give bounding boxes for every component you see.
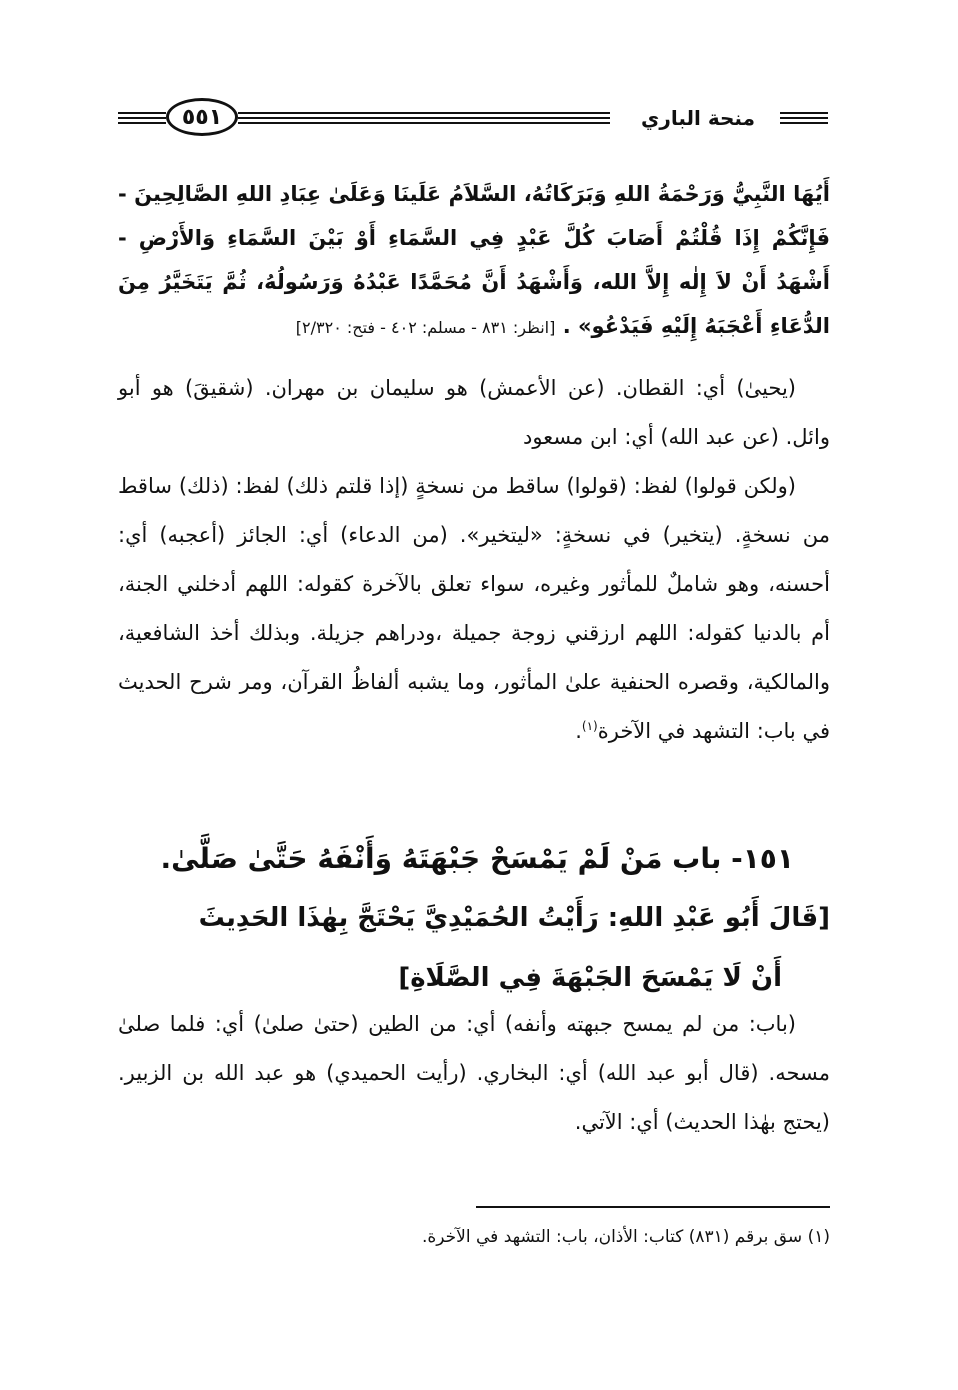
footnote-marker[interactable]: (١) bbox=[581, 719, 598, 733]
commentary-1-text: (يحيىٰ) أي: القطان. (عن الأعمش) هو سليمان بن مهران. (شقيقَ) هو أبو وائل. (عن عبد الله) أي: ابن مسعود bbox=[118, 376, 830, 449]
commentary-paragraph-2 bbox=[118, 462, 830, 756]
commentary-2-text: (ولكن قولوا) لفظ: (قولوا) ساقط من نسخةٍ (إذا قلتم ذلك) لفظ: (ذلك) ساقط من نسخةٍ. (يتخير) في نسخةٍ: «ليتخير». (من الدعاء) أي: الجائز (أعجبه) أي: أحسنه، وهو شاملٌ للمأثور وغيره، سواء تعلق بالآخرة كقوله: اللهم أدخلني الجنة، أم بالدنيا كقوله: اللهم ارزقني زوجة جميلة ،ودراهم جزيلة. وبذلك أخذ الشافعية، والمالكية، وقصره الحنفية علىٰ المأثور، وما يشبه ألفاظُ القرآن، ومر شرح الحديث في باب: التشهد في الآخرة bbox=[118, 474, 830, 743]
hadith-reference: [انظر: ٨٣١ - مسلم: ٤٠٢ - فتح: ٢/٣٢٠] bbox=[295, 318, 556, 337]
footnote-separator bbox=[476, 1206, 830, 1208]
chapter-heading bbox=[140, 830, 830, 1008]
page-header bbox=[118, 98, 828, 148]
header-rule-right bbox=[780, 112, 828, 124]
commentary-3-text: (باب: من لم يمسح جبهته وأنفه) أي: من الطين (حتىٰ صلىٰ) أي: فلما صلىٰ مسحه. (قال أبو عبد الله) أي: البخاري. (رأيت الحميدي) هو عبد الله بن الزبير. (يحتج بهٰذا الحديث) أي: الآتي. bbox=[118, 1012, 830, 1134]
commentary-paragraph-1 bbox=[118, 364, 830, 462]
chapter-quote-line-1: [قَالَ أَبُو عَبْدِ اللهِ: رَأَيْتُ الحُمَيْدِيَّ يَحْتَجَّ بِهٰذَا الحَدِيثَ bbox=[198, 903, 830, 933]
hadith-body: أَيُهَا النَّبِيُّ وَرَحْمَةُ اللهِ وَبَرَكَاتُهُ، السَّلاَمُ عَلَينَا وَعَلَىٰ عِبَادِ اللهِ الصَّالِحِينَ - فَإِنَّكُمْ إِذَا قُلْتُمْ أَصَابَ كُلَّ عَبْدٍ فِي السَّمَاءِ أَوْ بَيْنَ السَّمَاءِ وَالأَرْضِ - أَشْهَدُ أَنْ لاَ إِلٰه إِلاَّ الله، وَأَشْهَدُ أَنَّ مُحَمَّدًا عَبْدُهُ وَرَسُولُهُ، ثُمَّ يَتَخَيَّرُ مِنَ الدُّعَاءِ أَعْجَبَهُ إِلَيْهِ فَيَدْعُو» . bbox=[118, 182, 830, 338]
page-number: ٥٥١ bbox=[166, 98, 238, 136]
header-rule-left bbox=[118, 112, 166, 124]
header-rule-middle bbox=[238, 112, 610, 124]
commentary-2-end: . bbox=[575, 719, 582, 743]
commentary-paragraph-3 bbox=[118, 1000, 830, 1147]
hadith-text bbox=[118, 172, 830, 350]
chapter-quote-line-2: أَنْ لَا يَمْسَحَ الجَبْهَةَ فِي الصَّلَاةِ] bbox=[398, 963, 782, 993]
running-title: منحة الباري bbox=[641, 106, 755, 130]
footnote: (١) سق برقم (٨٣١) كتاب: الأذان، باب: التشهد في الآخرة. bbox=[421, 1227, 830, 1247]
chapter-title: ١٥١- باب مَنْ لَمْ يَمْسَحْ جَبْهَتَهُ وَأَنْفَهُ حَتَّىٰ صَلَّىٰ. bbox=[160, 842, 794, 875]
chapter-quote bbox=[140, 888, 830, 1008]
